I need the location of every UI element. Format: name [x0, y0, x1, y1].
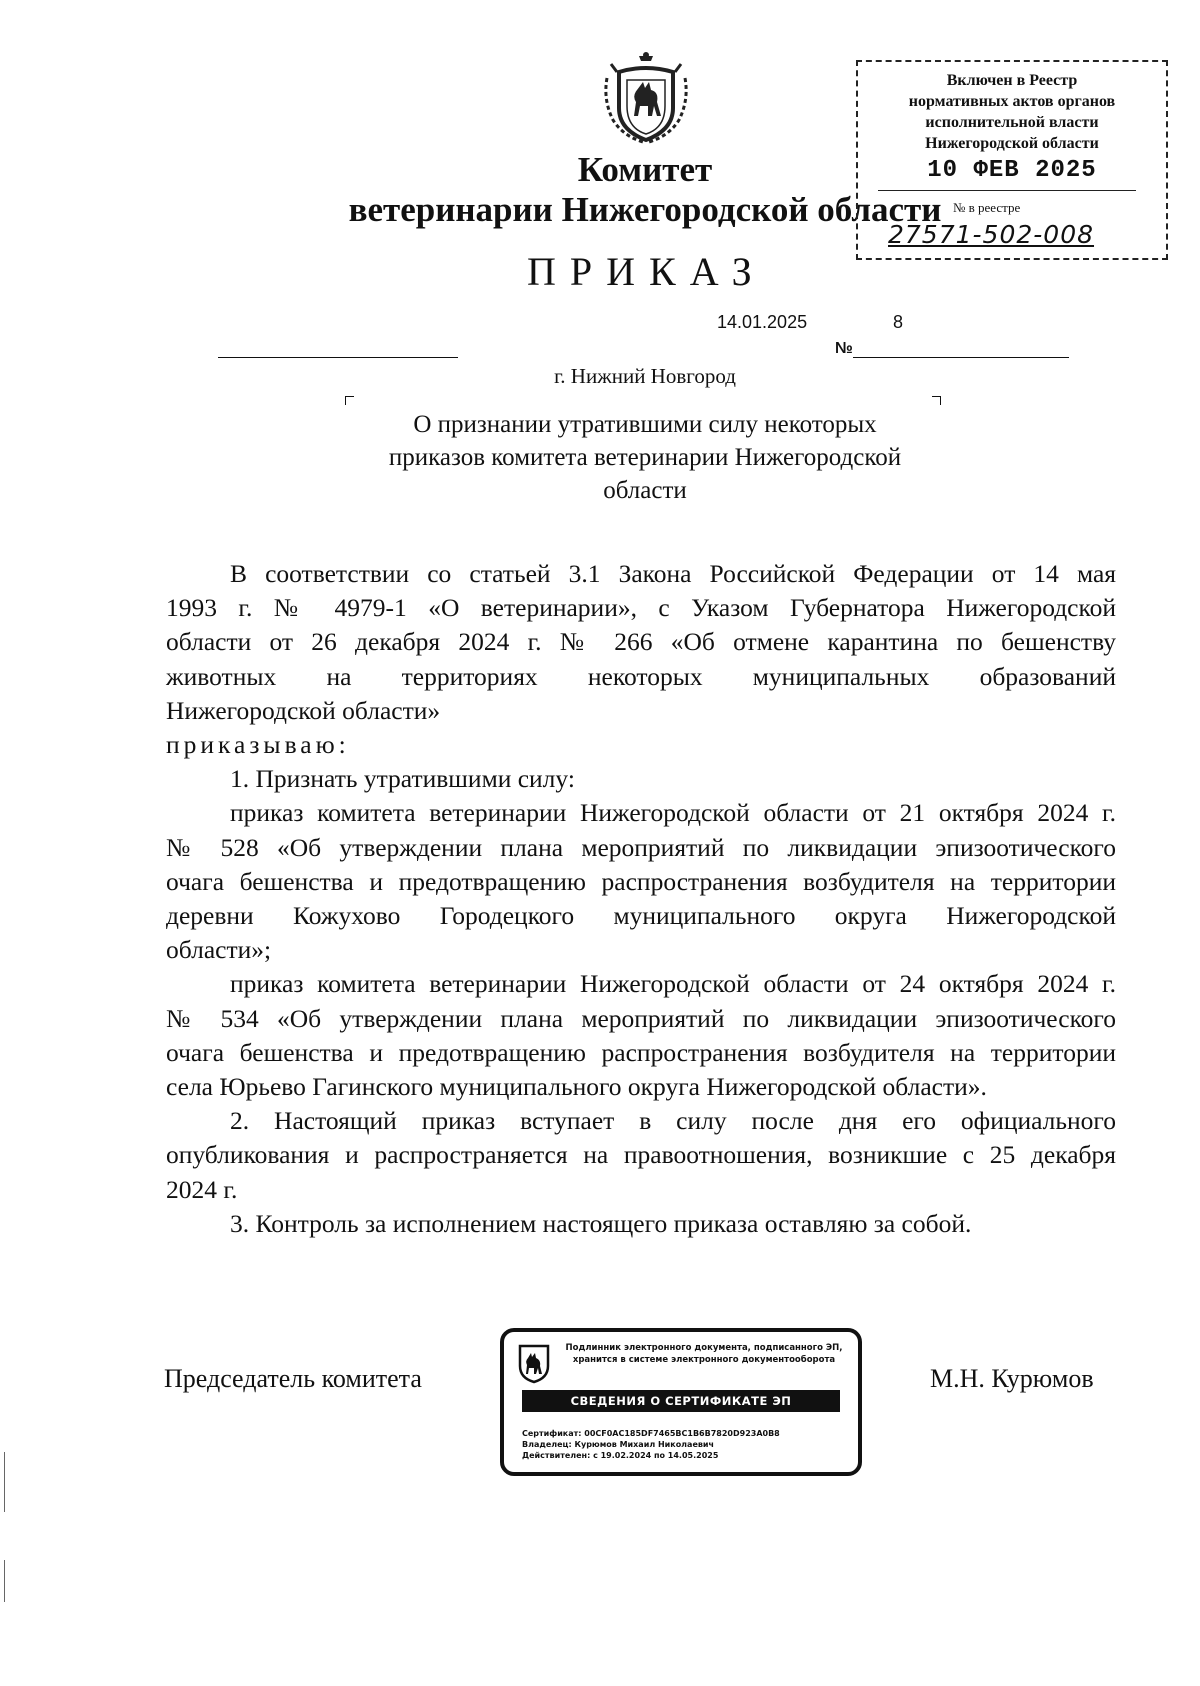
- document-city: г. Нижний Новгород: [554, 364, 736, 388]
- stamp-date: 10 ФЕВ 2025: [927, 157, 1097, 184]
- signatory-position: Председатель комитета: [164, 1364, 422, 1393]
- esign-line: хранится в системе электронного документооборота: [572, 1355, 836, 1365]
- date-underline: [218, 357, 458, 358]
- body-line: опубликования и распространяется на правоотношения, возникшие с 25 декабря: [166, 1140, 1116, 1170]
- body-line: очага бешенства и предотвращению распространения возбудителя на территории: [166, 866, 1116, 896]
- esign-certificate: Сертификат: 00CF0AC185DF7465BC1B6B7820D923A0B8: [522, 1429, 780, 1438]
- body-line: В соответствии со статьей 3.1 Закона Российской Федерации от 14 мая: [230, 559, 1116, 588]
- stamp-divider: [878, 190, 1136, 191]
- stamp-line: нормативных актов органов: [908, 93, 1116, 110]
- esign-line: Подлинник электронного документа, подписанного ЭП,: [565, 1343, 843, 1353]
- item-3: 3. Контроль за исполнением настоящего приказа оставляю за собой.: [230, 1208, 972, 1238]
- esign-owner: Владелец: Курюмов Михаил Николаевич: [522, 1440, 715, 1449]
- esign-banner: СВЕДЕНИЯ О СЕРТИФИКАТЕ ЭП: [522, 1390, 840, 1412]
- body-line: приказ комитета ветеринарии Нижегородской области от 21 октября 2024 г.: [230, 798, 1116, 828]
- body-line: № 534 «Об утверждении плана мероприятий по ликвидации эпизоотического: [166, 1003, 1116, 1033]
- document-title: [355, 408, 935, 507]
- stamp-line: Нижегородской области: [925, 135, 1099, 152]
- organization-name-line1: Комитет: [577, 150, 713, 189]
- esign-validity: Действителен: с 19.02.2024 по 14.05.2025: [522, 1451, 719, 1460]
- electronic-signature-stamp: [500, 1328, 862, 1476]
- number-underline: [853, 357, 1069, 358]
- item-2: 2. Настоящий приказ вступает в силу после дня его официального: [230, 1106, 1116, 1136]
- body-line: области»;: [166, 935, 272, 965]
- body-line: Нижегородской области»: [166, 695, 441, 725]
- body-line: села Юрьево Гагинского муниципального округа Нижегородской области».: [166, 1072, 987, 1102]
- title-line: области: [603, 477, 687, 504]
- document-body: [166, 557, 1116, 1241]
- body-line: очага бешенства и предотвращению распространения возбудителя на территории: [166, 1037, 1116, 1067]
- esign-header: [554, 1342, 854, 1366]
- body-line: 1993 г. № 4979-1 «О ветеринарии», с Указом Губернатора Нижегородской: [166, 593, 1116, 623]
- body-line: деревни Кожухово Городецкого муниципального округа Нижегородской: [166, 901, 1116, 931]
- item-1: 1. Признать утратившими силу:: [230, 764, 575, 794]
- body-line: приказ комитета ветеринарии Нижегородской области от 24 октября 2024 г.: [230, 969, 1116, 999]
- body-line: 2024 г.: [166, 1174, 238, 1204]
- scan-artifact-line: [4, 1560, 5, 1602]
- stamp-registry-label: № в реестре: [953, 200, 1021, 215]
- order-word: приказываю:: [166, 730, 350, 760]
- document-number: 8: [893, 312, 904, 332]
- title-line: О признании утратившими силу некоторых: [413, 411, 877, 438]
- region-emblem-icon: [518, 1344, 550, 1384]
- title-corner-right: [932, 396, 941, 405]
- body-line: области от 26 декабря 2024 г. № 266 «Об отмене карантина по бешенству: [166, 627, 1116, 657]
- scan-artifact-line: [4, 1452, 5, 1512]
- document-type: ПРИКАЗ: [527, 249, 766, 294]
- stamp-registry-number: 27571-502-008: [888, 220, 1095, 249]
- organization-name-line2: ветеринарии Нижегородской области: [348, 190, 942, 229]
- esign-info: [522, 1428, 780, 1461]
- registry-stamp: [856, 60, 1168, 260]
- coat-of-arms-emblem: [603, 50, 689, 146]
- stamp-line: исполнительной власти: [925, 114, 1099, 131]
- body-line: животных на территориях некоторых муниципальных образований: [166, 661, 1116, 691]
- title-corner-left: [345, 396, 354, 405]
- signatory-name: М.Н. Курюмов: [930, 1364, 1094, 1393]
- body-line: № 528 «Об утверждении плана мероприятий по ликвидации эпизоотического: [166, 832, 1116, 862]
- stamp-line: Включен в Реестр: [946, 72, 1078, 89]
- document-date: 14.01.2025: [717, 312, 808, 332]
- number-label: №: [835, 340, 853, 357]
- title-line: приказов комитета ветеринарии Нижегородской: [388, 444, 902, 471]
